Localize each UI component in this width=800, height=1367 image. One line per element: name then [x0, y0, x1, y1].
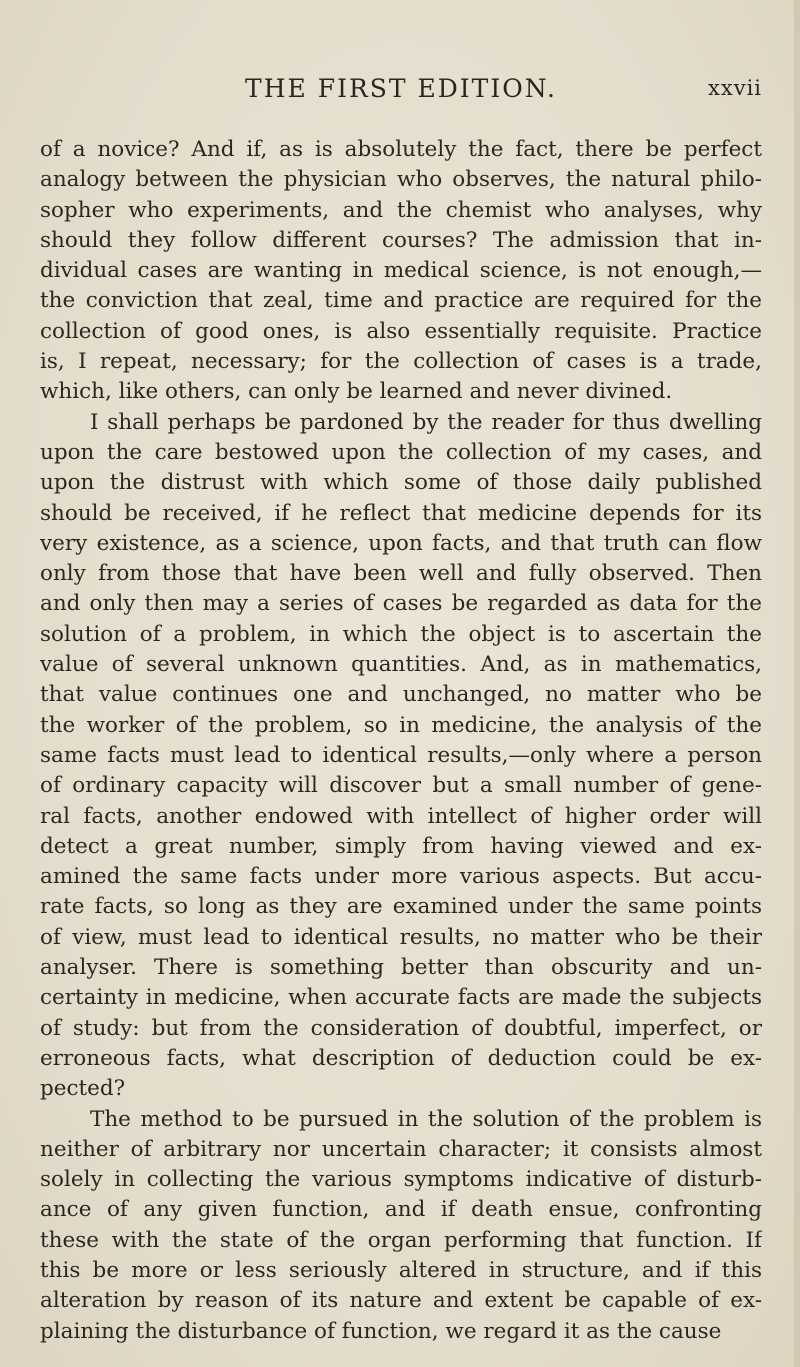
text-line: pected?: [40, 1076, 126, 1102]
page-header: [40, 74, 762, 114]
text-line: dividual cases are wanting in medical science, is not enough,—: [40, 258, 762, 284]
text-line: value of several unknown quantities. And, as in mathematics,: [40, 652, 762, 678]
text-line: the worker of the problem, so in medicine, the analysis of the: [40, 712, 762, 738]
text-line: analogy between the physician who observes, the natural philo-: [40, 167, 762, 193]
text-line: should be received, if he reflect that medicine depends for its: [40, 500, 762, 526]
text-line: upon the care bestowed upon the collection of my cases, and: [40, 439, 762, 465]
text-line: solution of a problem, in which the object is to ascertain the: [40, 621, 762, 647]
page-number: xxvii: [708, 76, 762, 100]
text-line: detect a great number, simply from having viewed and ex-: [40, 833, 762, 859]
text-line: amined the same facts under more various aspects. But accu-: [40, 864, 762, 890]
text-line: upon the distrust with which some of those daily published: [40, 470, 762, 496]
body-text: [40, 135, 762, 1347]
text-line: erroneous facts, what description of deduction could be ex-: [40, 1045, 762, 1071]
text-line: same facts must lead to identical results,—only where a person: [40, 742, 762, 768]
text-line: that value continues one and unchanged, no matter who be: [40, 682, 762, 708]
text-line: is, I repeat, necessary; for the collection of cases is a trade,: [40, 349, 762, 375]
text-line: alteration by reason of its nature and extent be capable of ex-: [40, 1288, 762, 1314]
text-line: I shall perhaps be pardoned by the reader for thus dwelling: [90, 409, 762, 435]
text-line: of study: but from the consideration of doubtful, imperfect, or: [40, 1015, 762, 1041]
text-line: of a novice? And if, as is absolutely the fact, there be perfect: [40, 137, 762, 162]
text-line: rate facts, so long as they are examined under the same points: [40, 894, 762, 920]
text-line: analyser. There is something better than obscurity and un-: [40, 955, 762, 981]
text-line: only from those that have been well and fully observed. Then: [40, 561, 762, 587]
text-line: which, like others, can only be learned and never divined.: [40, 379, 673, 405]
text-line: collection of good ones, is also essentially requisite. Practice: [40, 318, 762, 344]
text-line: ance of any given function, and if death ensue, confronting: [40, 1197, 762, 1223]
text-line: the conviction that zeal, time and practice are required for the: [40, 288, 762, 314]
page-edge: [794, 0, 800, 1367]
text-line: very existence, as a science, upon facts, and that truth can flow: [40, 530, 762, 556]
text-line: of view, must lead to identical results, no matter who be their: [40, 924, 762, 950]
text-line: sopher who experiments, and the chemist who analyses, why: [40, 197, 762, 223]
text-line: ral facts, another endowed with intellect of higher order will: [40, 803, 762, 829]
text-line: should they follow different courses? The admission that in-: [40, 227, 762, 253]
text-line: solely in collecting the various symptoms indicative of disturb-: [40, 1167, 762, 1193]
text-line: and only then may a series of cases be regarded as data for the: [40, 591, 762, 617]
text-line: this be more or less seriously altered in structure, and if this: [40, 1257, 762, 1283]
text-line: certainty in medicine, when accurate facts are made the subjects: [40, 985, 762, 1011]
text-line: The method to be pursued in the solution of the problem is: [90, 1106, 762, 1132]
running-title: THE FIRST EDITION.: [245, 74, 557, 103]
text-line: neither of arbitrary nor uncertain character; it consists almost: [40, 1136, 762, 1162]
text-line: these with the state of the organ performing that function. If: [40, 1227, 762, 1253]
text-line: plaining the disturbance of function, we regard it as the cause: [40, 1318, 722, 1344]
text-line: of ordinary capacity will discover but a small number of gene-: [40, 773, 762, 799]
